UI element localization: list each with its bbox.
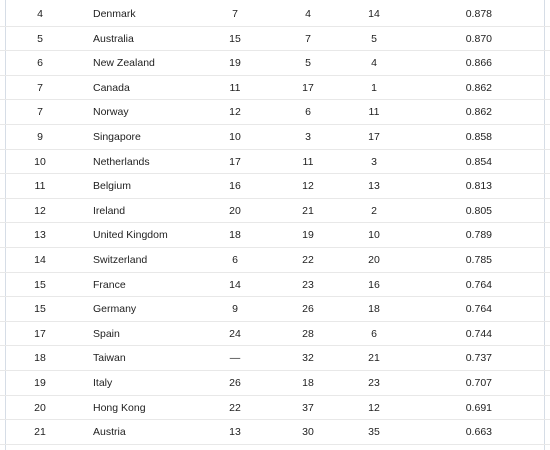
score-a-cell: 16 — [229, 180, 241, 193]
country-cell: Canada — [93, 81, 130, 94]
score-c-cell: 6 — [371, 327, 377, 340]
score-c-cell: 11 — [368, 106, 380, 119]
country-cell: Hong Kong — [93, 401, 146, 414]
overall-score-cell: 0.862 — [465, 106, 492, 119]
rank-cell: 7 — [37, 81, 43, 94]
score-a-cell: 11 — [229, 81, 241, 94]
score-c-cell: 16 — [368, 278, 380, 291]
score-b-cell: 32 — [302, 352, 314, 365]
rank-cell: 21 — [34, 426, 46, 439]
score-a-cell: 15 — [229, 32, 241, 45]
rank-cell: 9 — [37, 130, 43, 143]
score-a-cell: 13 — [229, 426, 241, 439]
overall-score-cell: 0.785 — [465, 253, 492, 266]
rank-cell: 19 — [34, 376, 46, 389]
rank-cell: 14 — [34, 253, 46, 266]
table-row — [0, 273, 550, 298]
score-b-cell: 23 — [302, 278, 314, 291]
score-c-cell: 35 — [368, 426, 380, 439]
country-cell: New Zealand — [93, 57, 155, 70]
table-row — [0, 2, 550, 27]
rank-cell: 6 — [37, 57, 43, 70]
rank-cell: 18 — [34, 352, 46, 365]
overall-score-cell: 0.744 — [465, 327, 492, 340]
score-b-cell: 30 — [302, 426, 314, 439]
overall-score-cell: 0.764 — [465, 303, 492, 316]
country-cell: Austria — [93, 426, 126, 439]
score-a-cell: 7 — [232, 8, 238, 20]
score-c-cell: 14 — [368, 8, 380, 20]
overall-score-cell: 0.691 — [465, 401, 492, 414]
table-row — [0, 76, 550, 101]
country-cell: Norway — [93, 106, 129, 119]
overall-score-cell: 0.854 — [465, 155, 492, 168]
country-cell: Denmark — [93, 8, 136, 20]
table-row — [0, 100, 550, 125]
overall-score-cell: 0.663 — [465, 426, 492, 439]
score-a-cell: 12 — [229, 106, 241, 119]
score-a-cell: 24 — [229, 327, 241, 340]
rank-cell: 5 — [37, 32, 43, 45]
rank-cell: 13 — [34, 229, 46, 242]
score-a-cell: — — [229, 352, 241, 365]
overall-score-cell: 0.870 — [465, 32, 492, 45]
score-b-cell: 6 — [305, 106, 311, 119]
rank-cell: 15 — [34, 303, 46, 316]
score-c-cell: 21 — [368, 352, 380, 365]
country-cell: Ireland — [93, 204, 126, 217]
score-c-cell: 1 — [371, 81, 377, 94]
table-row — [0, 199, 550, 224]
score-b-cell: 22 — [302, 253, 314, 266]
score-c-cell: 4 — [371, 57, 377, 70]
score-b-cell: 11 — [302, 155, 314, 168]
score-b-cell: 4 — [305, 8, 311, 20]
score-b-cell: 37 — [302, 401, 314, 414]
rank-cell: 4 — [37, 8, 43, 20]
score-c-cell: 10 — [368, 229, 380, 242]
overall-score-cell: 0.858 — [465, 130, 492, 143]
score-b-cell: 28 — [302, 327, 314, 340]
country-cell: Belgium — [93, 180, 131, 193]
rank-cell: 20 — [34, 401, 46, 414]
table-row — [0, 371, 550, 396]
score-c-cell: 5 — [371, 32, 377, 45]
score-b-cell: 18 — [302, 376, 314, 389]
table-row — [0, 322, 550, 347]
score-b-cell: 19 — [302, 229, 314, 242]
country-cell: United Kingdom — [93, 229, 168, 242]
table-row — [0, 297, 550, 322]
rank-cell: 15 — [34, 278, 46, 291]
overall-score-cell: 0.737 — [465, 352, 492, 365]
score-c-cell: 23 — [368, 376, 380, 389]
country-cell: France — [93, 278, 126, 291]
rank-cell: 10 — [34, 155, 46, 168]
rank-cell: 7 — [37, 106, 43, 119]
score-a-cell: 22 — [229, 401, 241, 414]
rank-cell: 17 — [34, 327, 46, 340]
country-cell: Germany — [93, 303, 137, 316]
score-c-cell: 2 — [371, 204, 377, 217]
table-row — [0, 346, 550, 371]
table-row — [0, 150, 550, 175]
table-row — [0, 51, 550, 76]
country-cell: Italy — [93, 376, 113, 389]
score-a-cell: 6 — [232, 253, 238, 266]
overall-score-cell: 0.862 — [465, 81, 492, 94]
overall-score-cell: 0.789 — [465, 229, 492, 242]
country-cell: Taiwan — [93, 352, 126, 365]
score-a-cell: 18 — [229, 229, 241, 242]
table-row — [0, 27, 550, 52]
country-cell: Australia — [93, 32, 134, 45]
score-b-cell: 21 — [302, 204, 314, 217]
table-row — [0, 420, 550, 445]
score-b-cell: 12 — [302, 180, 314, 193]
table-row — [0, 396, 550, 421]
table-row — [0, 125, 550, 150]
score-b-cell: 7 — [305, 32, 311, 45]
score-c-cell: 3 — [371, 155, 377, 168]
overall-score-cell: 0.866 — [465, 57, 492, 70]
overall-score-cell: 0.878 — [465, 8, 492, 20]
score-a-cell: 17 — [229, 155, 241, 168]
score-a-cell: 10 — [229, 130, 241, 143]
table-row — [0, 223, 550, 248]
table-row — [0, 174, 550, 199]
overall-score-cell: 0.805 — [465, 204, 492, 217]
score-c-cell: 20 — [368, 253, 380, 266]
rank-cell: 11 — [34, 180, 46, 193]
score-a-cell: 19 — [229, 57, 241, 70]
country-cell: Singapore — [93, 130, 141, 143]
score-c-cell: 12 — [368, 401, 380, 414]
overall-score-cell: 0.813 — [465, 180, 492, 193]
overall-score-cell: 0.764 — [465, 278, 492, 291]
ranking-table — [0, 2, 550, 445]
rank-cell: 12 — [34, 204, 46, 217]
country-cell: Spain — [93, 327, 120, 340]
overall-score-cell: 0.707 — [465, 376, 492, 389]
score-a-cell: 20 — [229, 204, 241, 217]
score-a-cell: 26 — [229, 376, 241, 389]
score-b-cell: 17 — [302, 81, 314, 94]
score-a-cell: 9 — [232, 303, 238, 316]
score-c-cell: 18 — [368, 303, 380, 316]
score-a-cell: 14 — [229, 278, 241, 291]
country-cell: Switzerland — [93, 253, 148, 266]
score-b-cell: 3 — [305, 130, 311, 143]
score-b-cell: 26 — [302, 303, 314, 316]
country-cell: Netherlands — [93, 155, 150, 168]
table-row — [0, 248, 550, 273]
score-c-cell: 17 — [368, 130, 380, 143]
score-b-cell: 5 — [305, 57, 311, 70]
score-c-cell: 13 — [368, 180, 380, 193]
